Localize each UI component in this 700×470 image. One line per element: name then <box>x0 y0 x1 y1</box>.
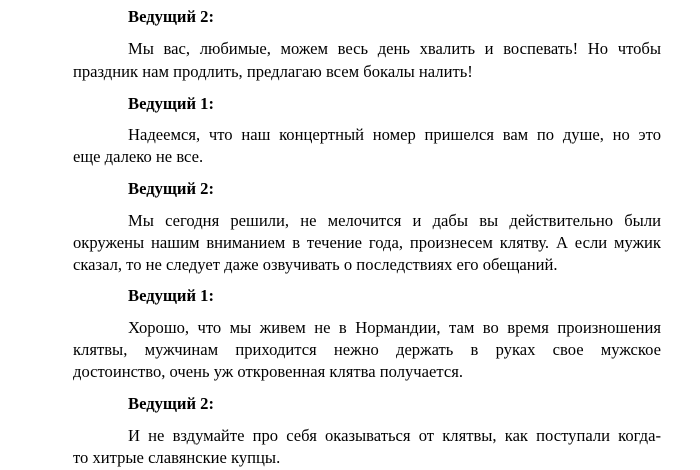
speaker-label: Ведущий 2: <box>128 7 215 26</box>
paragraph-line: еще далеко не все. <box>73 147 204 166</box>
paragraph-line: Надеемся, что наш концертный номер пришелся вам по душе, но это <box>128 125 661 144</box>
paragraph-line: то хитрые славянские купцы. <box>73 448 281 467</box>
paragraph-line: праздник нам продлить, предлагаю всем бокалы налить! <box>73 62 473 81</box>
paragraph-line: окружены нашим вниманием в течение года, произнесем клятву. А если мужик <box>73 233 661 252</box>
speaker-label: Ведущий 1: <box>128 286 215 305</box>
paragraph-line: Хорошо, что мы живем не в Нормандии, там во время произношения <box>128 318 661 337</box>
paragraph-line: достоинство, очень уж откровенная клятва получается. <box>73 362 463 381</box>
paragraph-line: клятвы, мужчинам приходится нежно держать в руках свое мужское <box>73 340 661 359</box>
speaker-label: Ведущий 2: <box>128 179 215 198</box>
paragraph-line: Мы вас, любимые, можем весь день хвалить и воспевать! Но чтобы <box>128 39 661 58</box>
paragraph-line: сказал, то не следует даже озвучивать о последствиях его обещаний. <box>73 255 558 274</box>
speaker-label: Ведущий 2: <box>128 394 215 413</box>
paragraph-line: Мы сегодня решили, не мелочится и дабы вы действительно были <box>128 211 661 230</box>
speaker-label: Ведущий 1: <box>128 94 215 113</box>
paragraph-line: И не вздумайте про себя оказываться от клятвы, как поступали когда- <box>128 426 661 445</box>
